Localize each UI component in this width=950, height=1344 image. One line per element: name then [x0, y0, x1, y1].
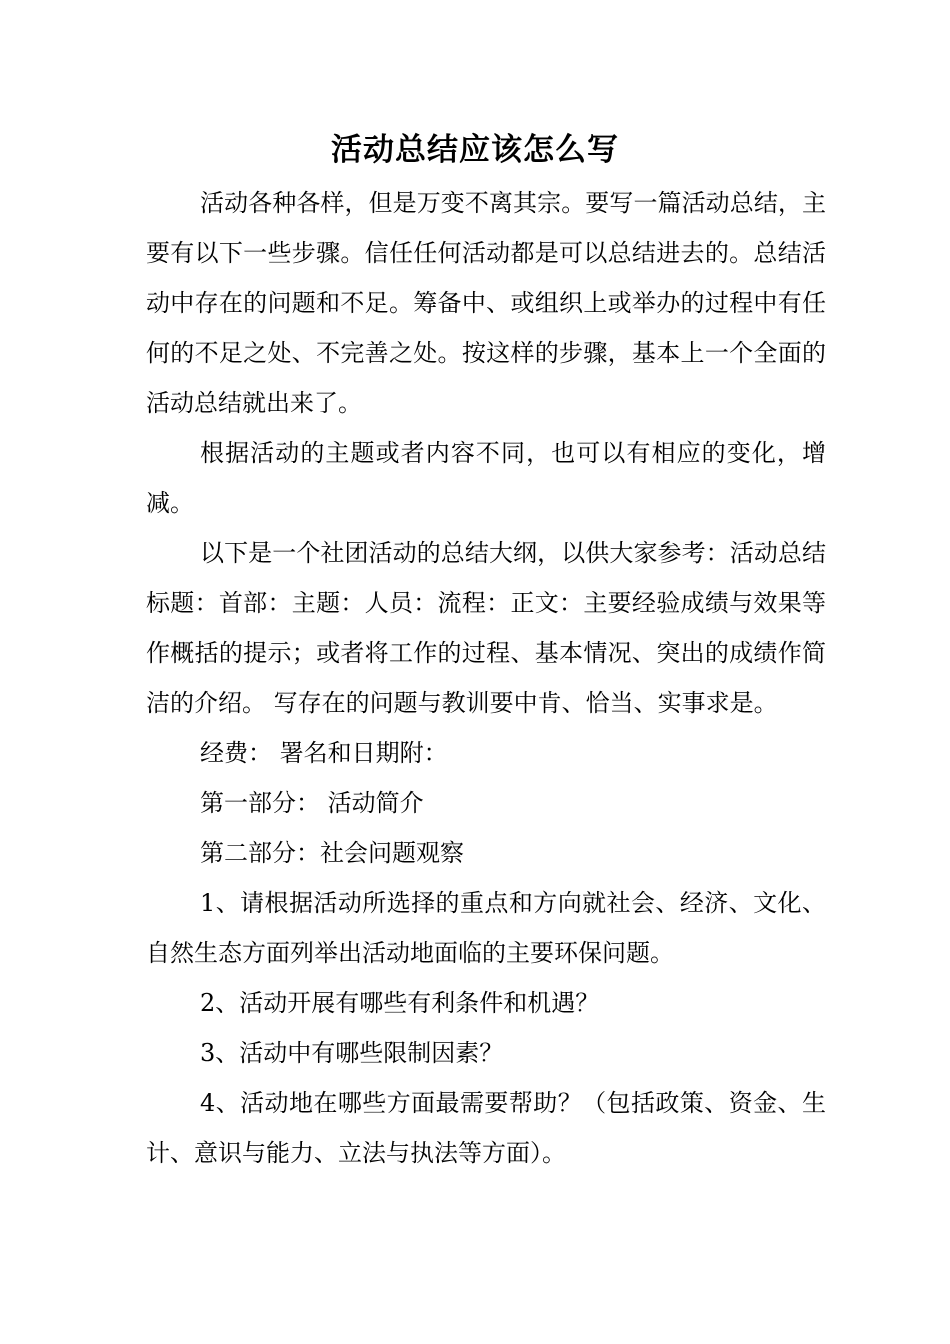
list-item-1: 1、请根据活动所选择的重点和方向就社会、经济、文化、自然生态方面列举出活动地面临的主要环保问题。 — [146, 889, 826, 967]
list-item-3: 3、活动中有哪些限制因素？ — [200, 1039, 504, 1067]
paragraph-intro: 活动各种各样，但是万变不离其宗。要写一篇活动总结，主要有以下一些步骤。信任任何活动都是可以总结进去的。总结活动中存在的问题和不足。筹备中、或组织上或举办的过程中有任何的不足之处、不完善之处。按这样的步骤，基本上一个全面的活动总结就出来了。 — [146, 189, 826, 417]
paragraph-part-two: 第二部分：社会问题观察 — [200, 839, 464, 867]
document-body — [146, 178, 826, 1178]
list-item-4: 4、活动地在哪些方面最需要帮助？（包括政策、资金、生计、意识与能力、立法与执法等方面）。 — [146, 1089, 826, 1167]
paragraph-part-one: 第一部分： 活动简介 — [200, 789, 424, 817]
paragraph-funding: 经费： 署名和日期附： — [200, 739, 448, 767]
list-item-2: 2、活动开展有哪些有利条件和机遇？ — [200, 989, 600, 1017]
paragraph-outline: 以下是一个社团活动的总结大纲，以供大家参考：活动总结标题：首部：主题：人员：流程：正文：主要经验成绩与效果等作概括的提示；或者将工作的过程、基本情况、突出的成绩作简洁的介绍。 写存在的问题与教训要中肯、恰当、实事求是。 — [146, 539, 826, 717]
paragraph-variation: 根据活动的主题或者内容不同，也可以有相应的变化，增减。 — [146, 439, 826, 517]
document-title: 活动总结应该怎么写 — [331, 132, 619, 168]
